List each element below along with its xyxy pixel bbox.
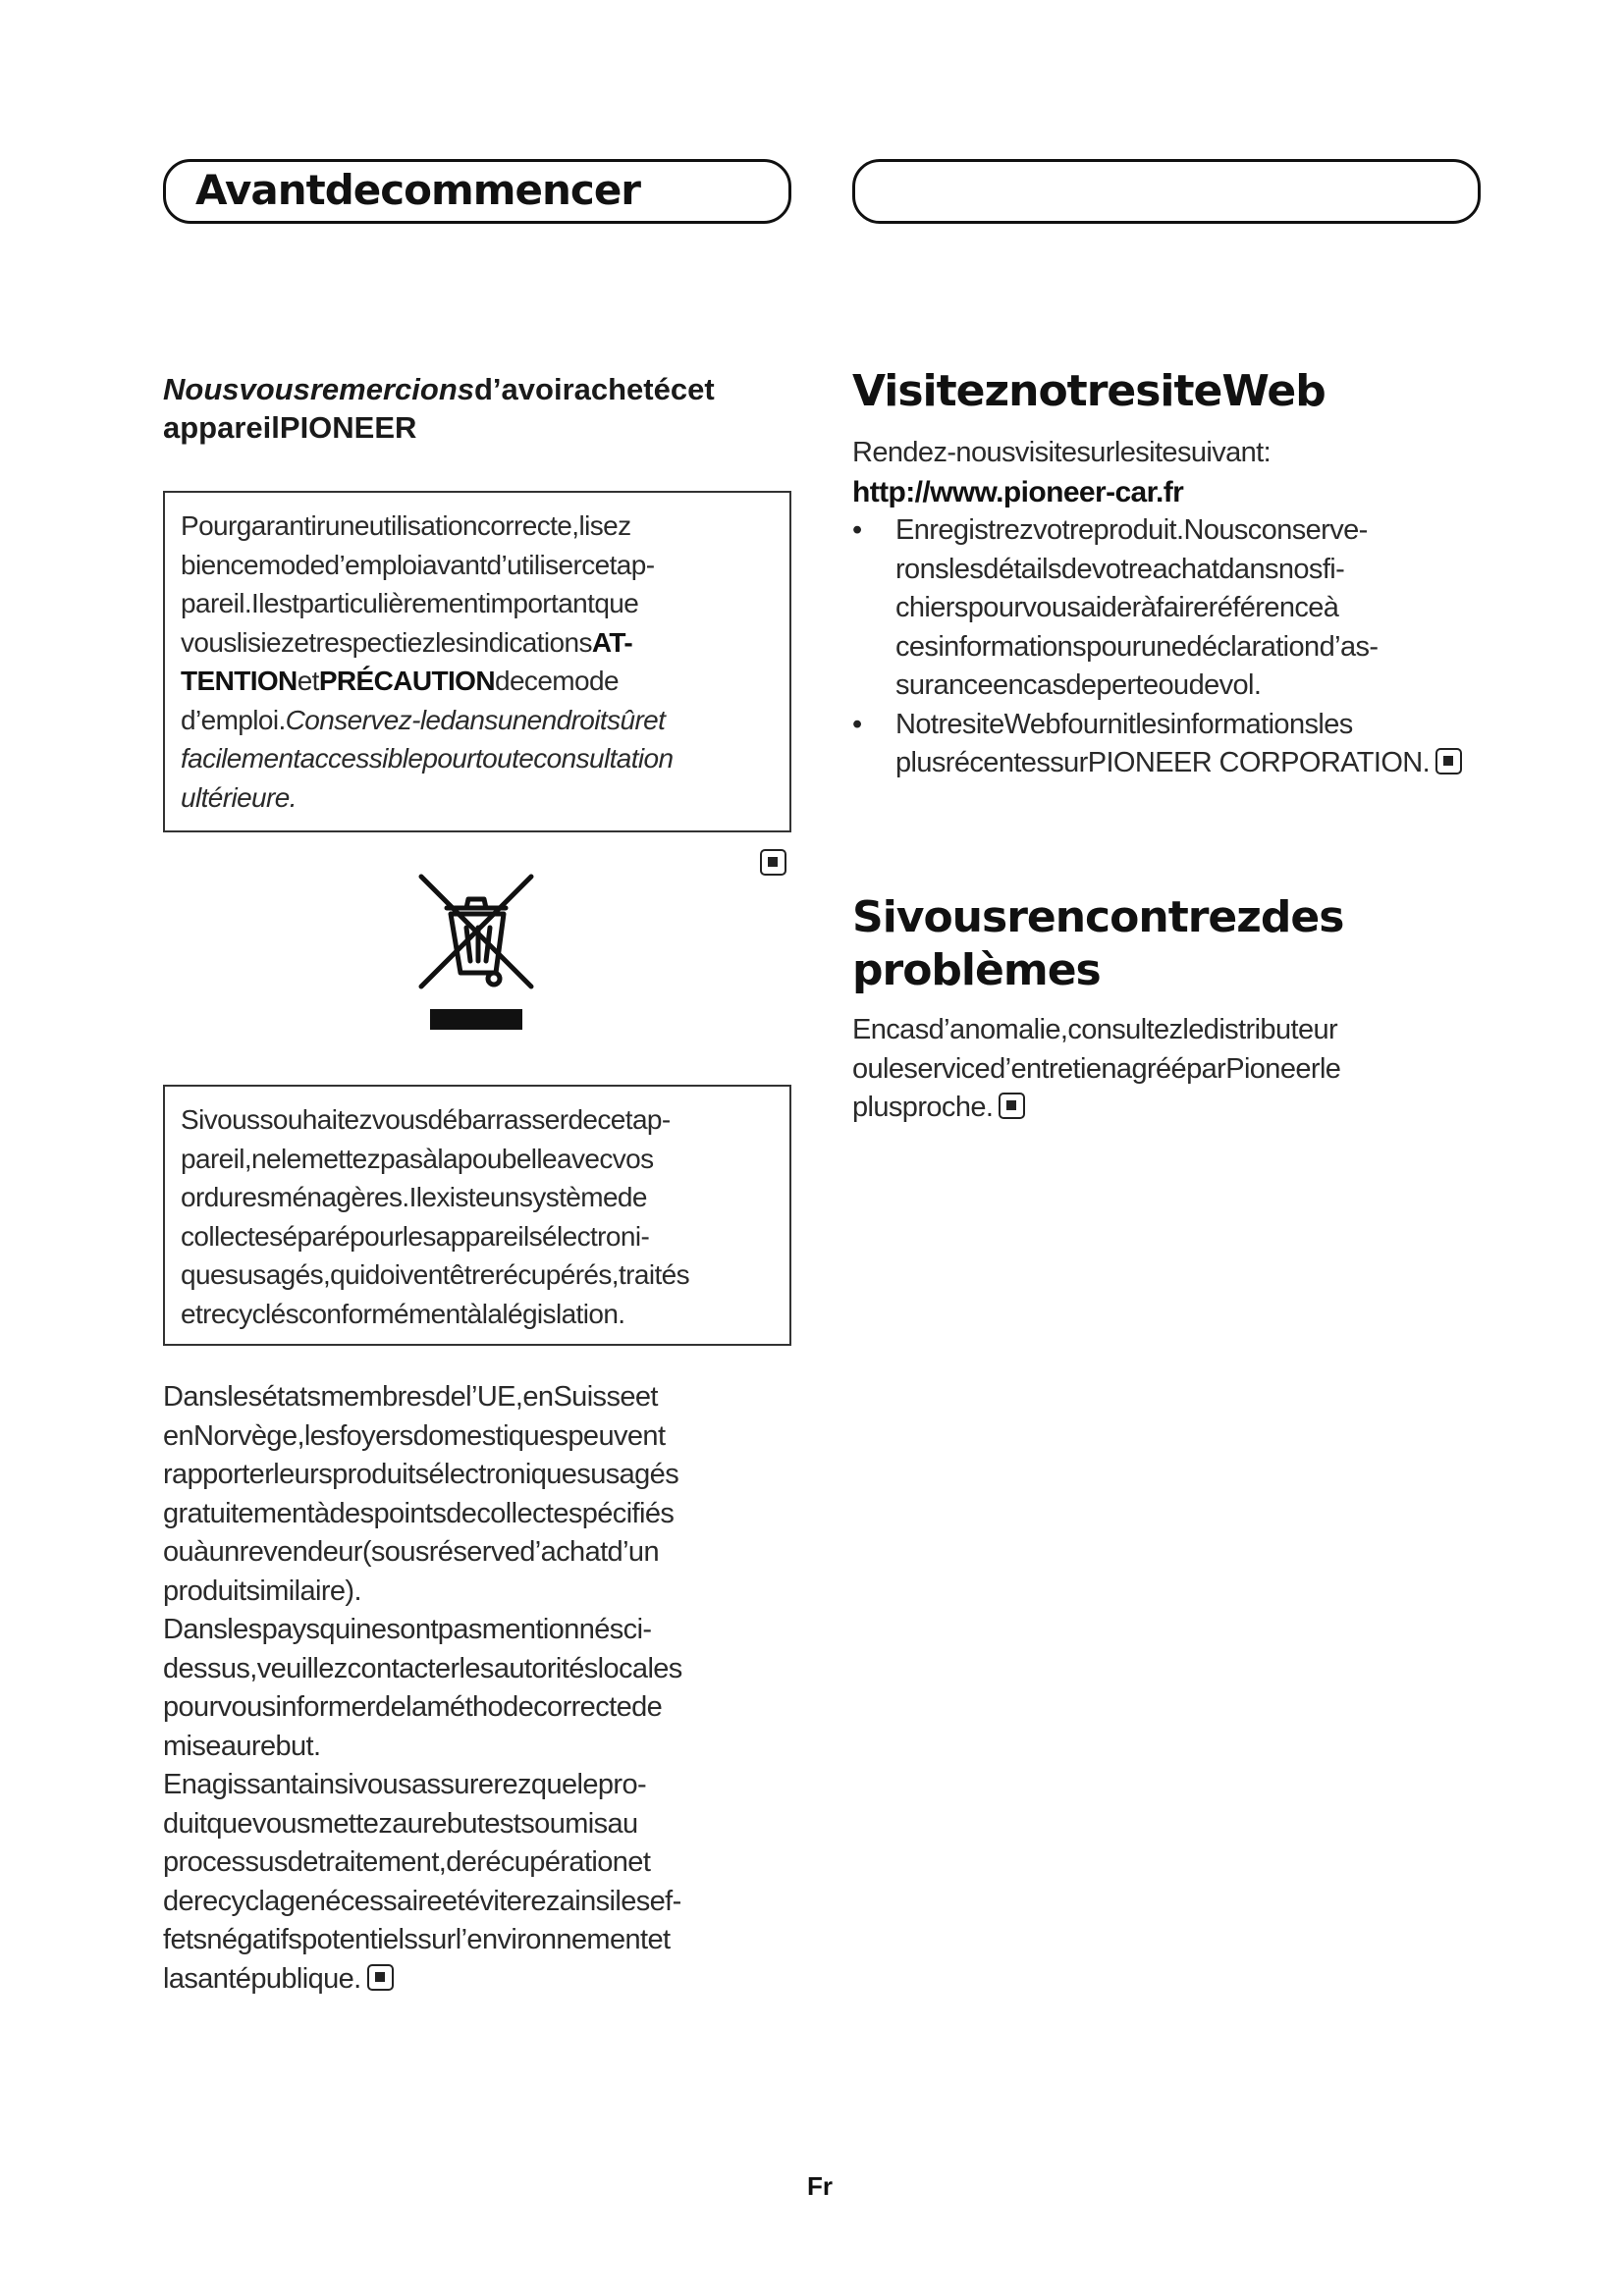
intro-brand: PIONEER: [279, 410, 417, 445]
crossed-out-bin-icon: [417, 869, 535, 1034]
disposal-text: [163, 1378, 791, 1999]
intro-thanks: [163, 370, 791, 447]
problems-heading-line2: problèmes: [852, 945, 1101, 995]
disposal-paragraph-last: [163, 1766, 791, 1999]
website-bullet-text: NotresiteWebfournitlesinformationsles plusrécentessurPIONEER CORPORATION.: [895, 708, 1431, 778]
disposal-box-text: Sivoussouhaitezvousdébarrasserdecetap-pareil,nelemettezpasàlapoubelleavecvos orduresménagères.Ilexisteunsystèmede collecteséparépourlesappareilsélectroni-quesusagés,quidoiventêtrerécupérés,traités etrecyclésconformémentàlalégislation.: [181, 1104, 690, 1329]
notice-joiner: et: [297, 666, 319, 696]
notice-italic: Conservez-ledansunendroitsûret facilementaccessiblepourtouteconsultation ultérieure.: [181, 704, 674, 813]
problems-heading: [852, 891, 1481, 997]
problems-body: [852, 1011, 1481, 1128]
disposal-paragraph: Danslespaysquinesontpasmentionnésci-dessus,veuillezcontacterlesautoritéslocales pourvousinformerdelaméthodecorrectede miseaurebut.: [163, 1614, 682, 1762]
website-lead: Rendez-nousvisitesurlesitesuivant:: [852, 437, 1272, 468]
website-body: [852, 434, 1481, 783]
notice-attention: AT-TENTION: [181, 626, 633, 696]
website-bullet: [852, 706, 1481, 783]
notice-box: [163, 491, 791, 832]
notice-text-start: Pourgarantiruneutilisationcorrecte,lisez biencemoded’emploiavantd’utilisercetap-pareil.Ilestparticulièrementimportantque vouslisiezetrespectiezlesindications: [181, 510, 655, 658]
section-title: Avantdecommencer: [195, 166, 641, 214]
end-mark-icon: [760, 849, 786, 876]
intro-italic: Nousvousremercions: [163, 372, 474, 406]
website-bullet-text: Enregistrezvotreproduit.Nousconserve-ronslesdétailsdevotreachatdansnosfi-chierspourvousaideràfaireréférenceà cesinformationspourunedéclarationd’as-suranceencasdeperteoudevol.: [895, 514, 1379, 701]
end-mark-icon: [999, 1093, 1025, 1119]
end-mark-icon: [367, 1964, 394, 1991]
end-mark-icon: [1435, 748, 1462, 774]
website-heading: VisiteznotresiteWeb: [852, 366, 1326, 416]
disposal-paragraph: Danslesétatsmembresdel’UE,enSuisseet enNorvège,lesfoyersdomestiquespeuvent rapporterleursproduitsélectroniquesusagés gratuitementàdespointsdecollectespécifiés ouàunrevendeur(sousréserved’achatd’un produitsimilaire).: [163, 1381, 679, 1607]
problems-heading-line1: Sivousrencontrezdes: [852, 892, 1344, 942]
website-bullets: [852, 511, 1481, 783]
problems-text: Encasd’anomalie,consultezledistributeur ouleserviced’entretienagrééparPioneerle plusproche.: [852, 1014, 1341, 1123]
disposal-box: [163, 1085, 791, 1346]
intro-rest: d’avoirachetécet: [474, 372, 715, 406]
page-language: Fr: [807, 2171, 833, 2201]
section-header-right: [852, 159, 1481, 224]
website-bullet: [852, 511, 1481, 706]
section-header-left: [163, 159, 791, 224]
problems-section: [852, 891, 1481, 1128]
notice-precaution: PRÉCAUTION: [318, 666, 495, 696]
notice-text-mid: decemode d’emploi.: [181, 666, 619, 735]
disposal-paragraph-text: Enagissantainsivousassurerezquelepro-duitquevousmettezaurebutestsoumisau processusdetraitement,derécupérationet derecyclagenécessaireetéviterezainsilesef-fetsnégatifspotentielssurl’environnementet lasantépublique.: [163, 1769, 681, 1995]
intro-line2: appareil: [163, 410, 280, 445]
website-url[interactable]: http://www.pioneer-car.fr: [852, 475, 1184, 508]
website-section: [852, 365, 1481, 783]
